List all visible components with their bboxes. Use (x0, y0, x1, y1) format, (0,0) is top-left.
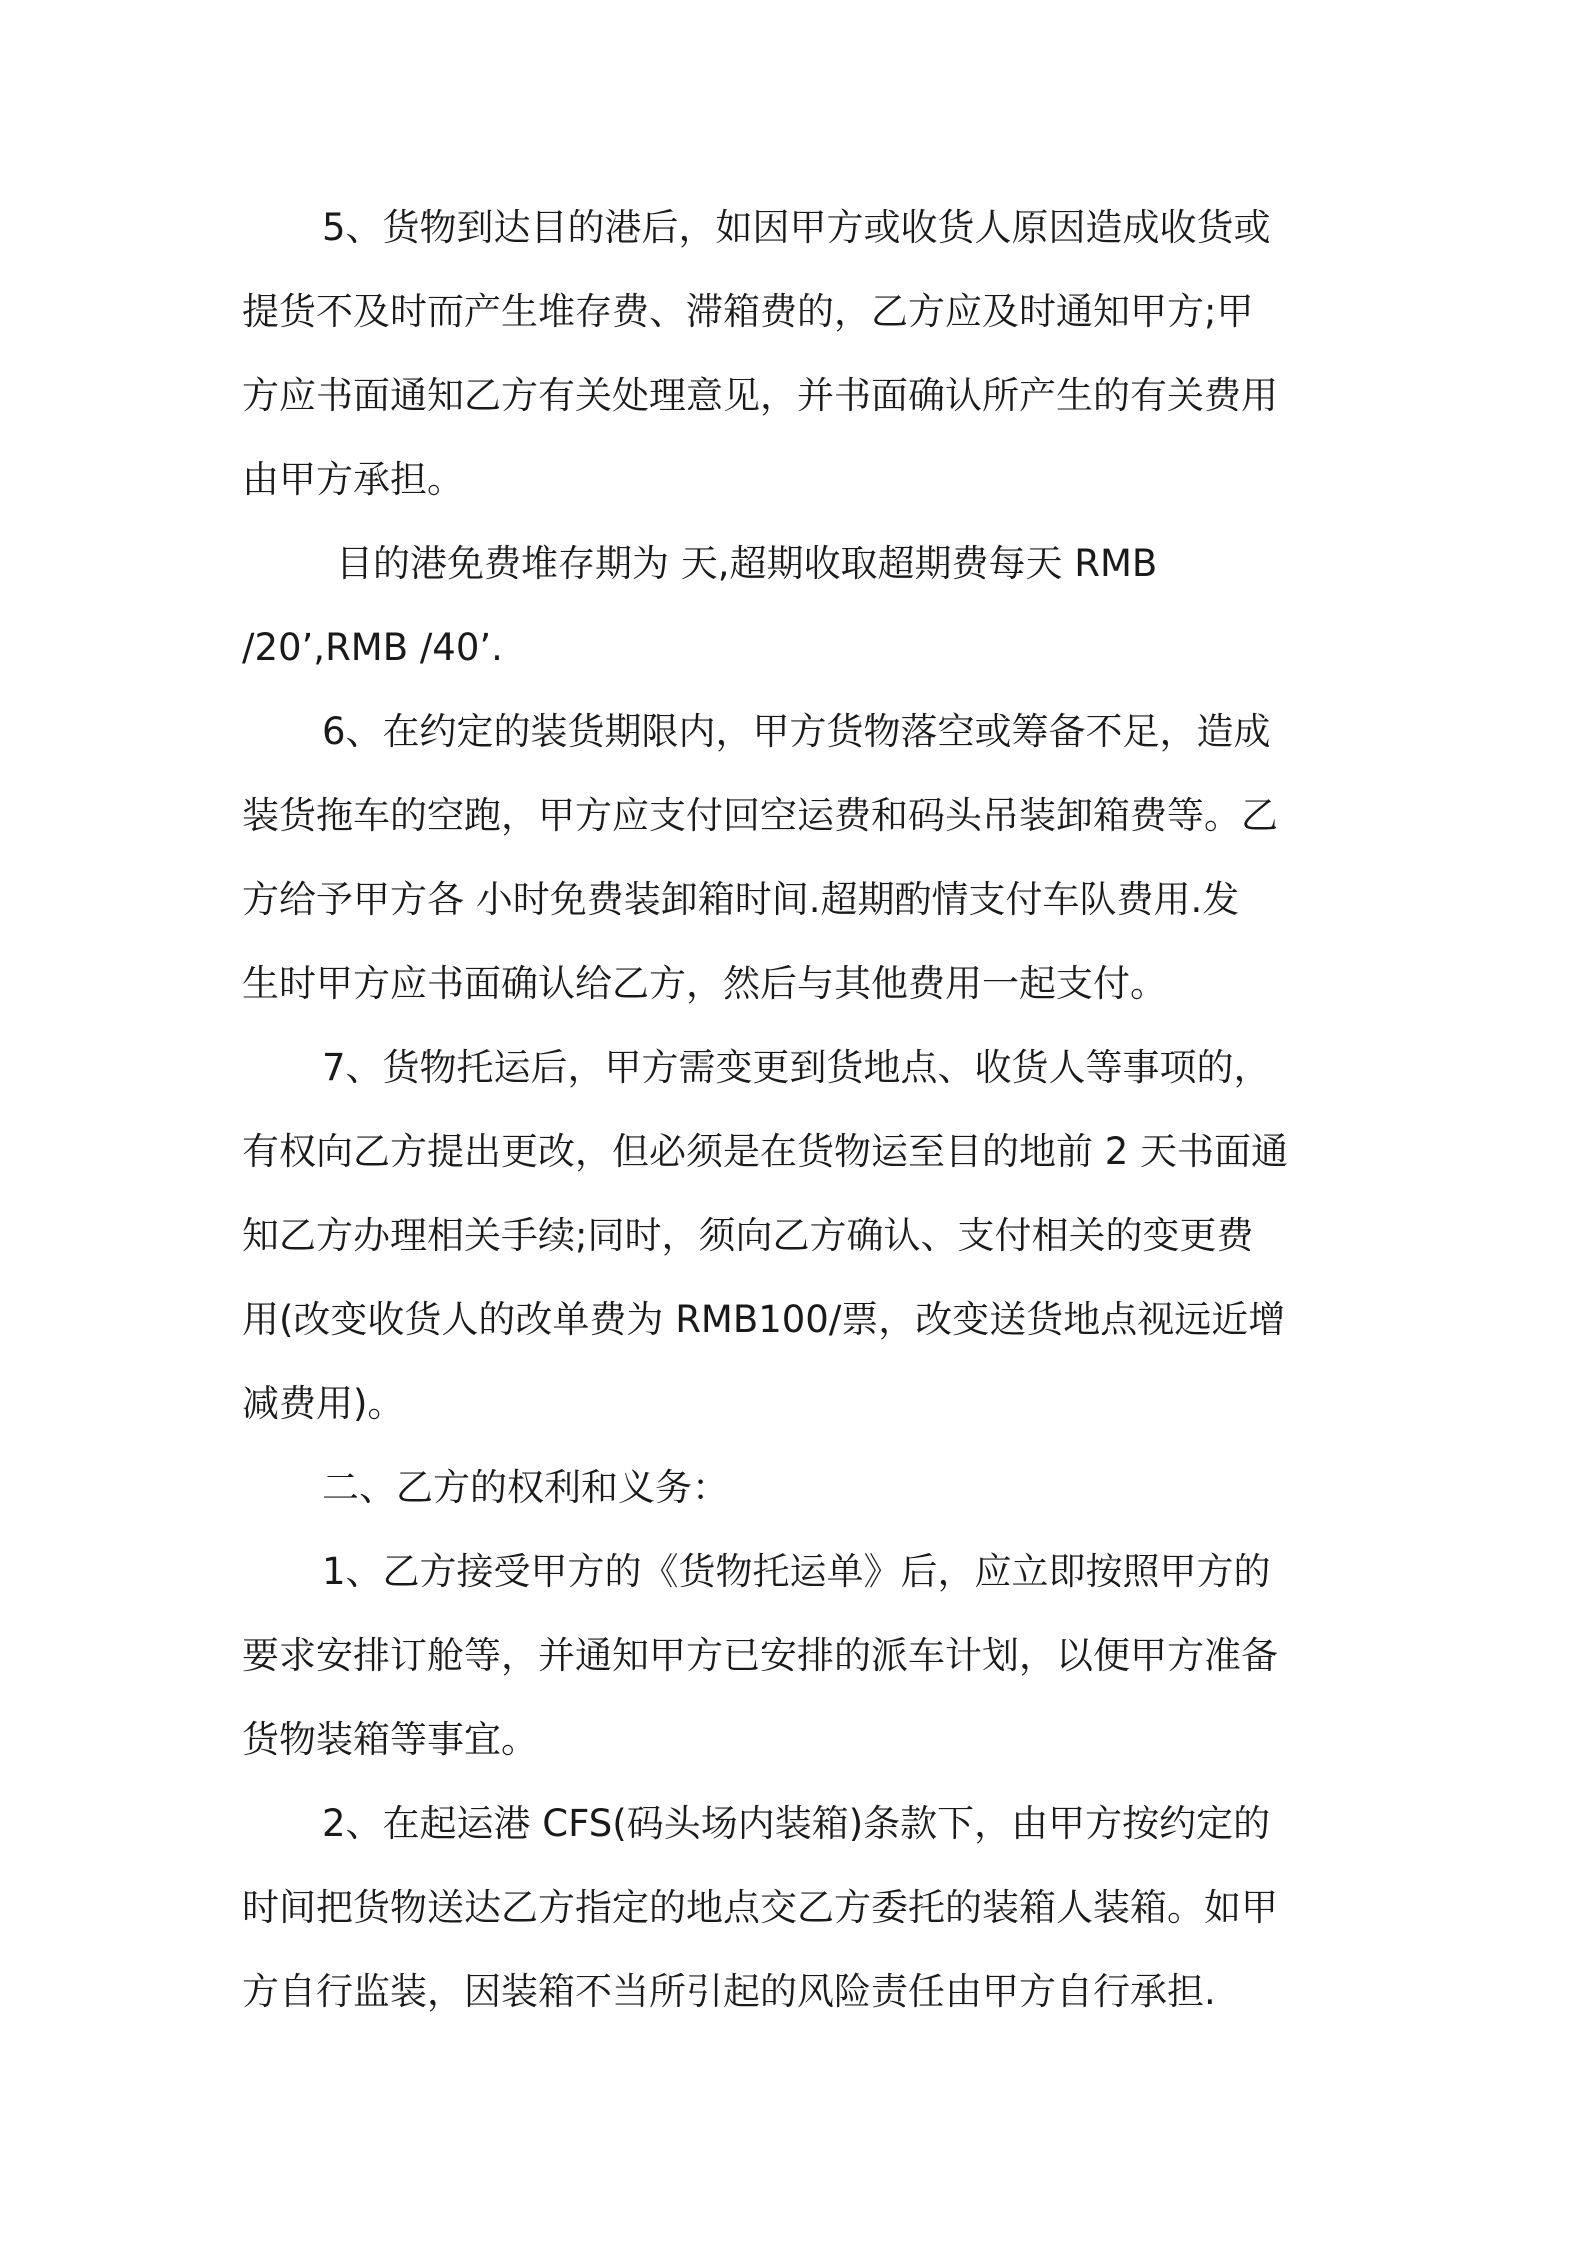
text-line-14: 用(改变收货人的改单费为 RMB100/票，改变送货地点视远近增 (242, 1298, 1286, 1341)
text-line-15: 减费用)。 (242, 1382, 405, 1425)
text-line-18: 要求安排订舱等，并通知甲方已安排的派车计划，以便甲方准备 (242, 1634, 1278, 1677)
text-line-13: 知乙方办理相关手续;同时，须向乙方确认、支付相关的变更费 (242, 1214, 1254, 1257)
text-line-17: 1、乙方接受甲方的《货物托运单》后，应立即按照甲方的 (322, 1550, 1271, 1593)
text-line-22: 方自行监装，因装箱不当所引起的风险责任由甲方自行承担. (242, 1970, 1216, 2013)
text-line-8: 装货拖车的空跑，甲方应支付回空运费和码头吊装卸箱费等。乙 (242, 794, 1278, 837)
text-line-2: 提货不及时而产生堆存费、滞箱费的，乙方应及时通知甲方;甲 (242, 290, 1254, 333)
text-line-1: 5、货物到达目的港后，如因甲方或收货人原因造成收货或 (322, 206, 1271, 249)
text-line-5: 目的港免费堆存期为 天,超期收取超期费每天 RMB (336, 542, 1158, 585)
text-line-4: 由甲方承担。 (242, 458, 464, 501)
text-line-21: 时间把货物送达乙方指定的地点交乙方委托的装箱人装箱。如甲 (242, 1886, 1278, 1929)
text-line-3: 方应书面通知乙方有关处理意见，并书面确认所产生的有关费用 (242, 374, 1278, 417)
text-line-19: 货物装箱等事宜。 (242, 1718, 538, 1761)
text-line-6: /20’,RMB /40’. (242, 626, 503, 669)
text-line-10: 生时甲方应书面确认给乙方，然后与其他费用一起支付。 (242, 962, 1167, 1005)
text-line-11: 7、货物托运后，甲方需变更到货地点、收货人等事项的， (322, 1046, 1271, 1089)
section-heading: 二、乙方的权利和义务： (322, 1466, 729, 1509)
text-line-20: 2、在起运港 CFS(码头场内装箱)条款下，由甲方按约定的 (322, 1802, 1271, 1845)
text-line-9: 方给予甲方各 小时免费装卸箱时间.超期酌情支付车队费用.发 (242, 878, 1240, 921)
text-line-12: 有权向乙方提出更改，但必须是在货物运至目的地前 2 天书面通 (242, 1130, 1289, 1173)
text-line-7: 6、在约定的装货期限内，甲方货物落空或筹备不足，造成 (322, 710, 1271, 753)
